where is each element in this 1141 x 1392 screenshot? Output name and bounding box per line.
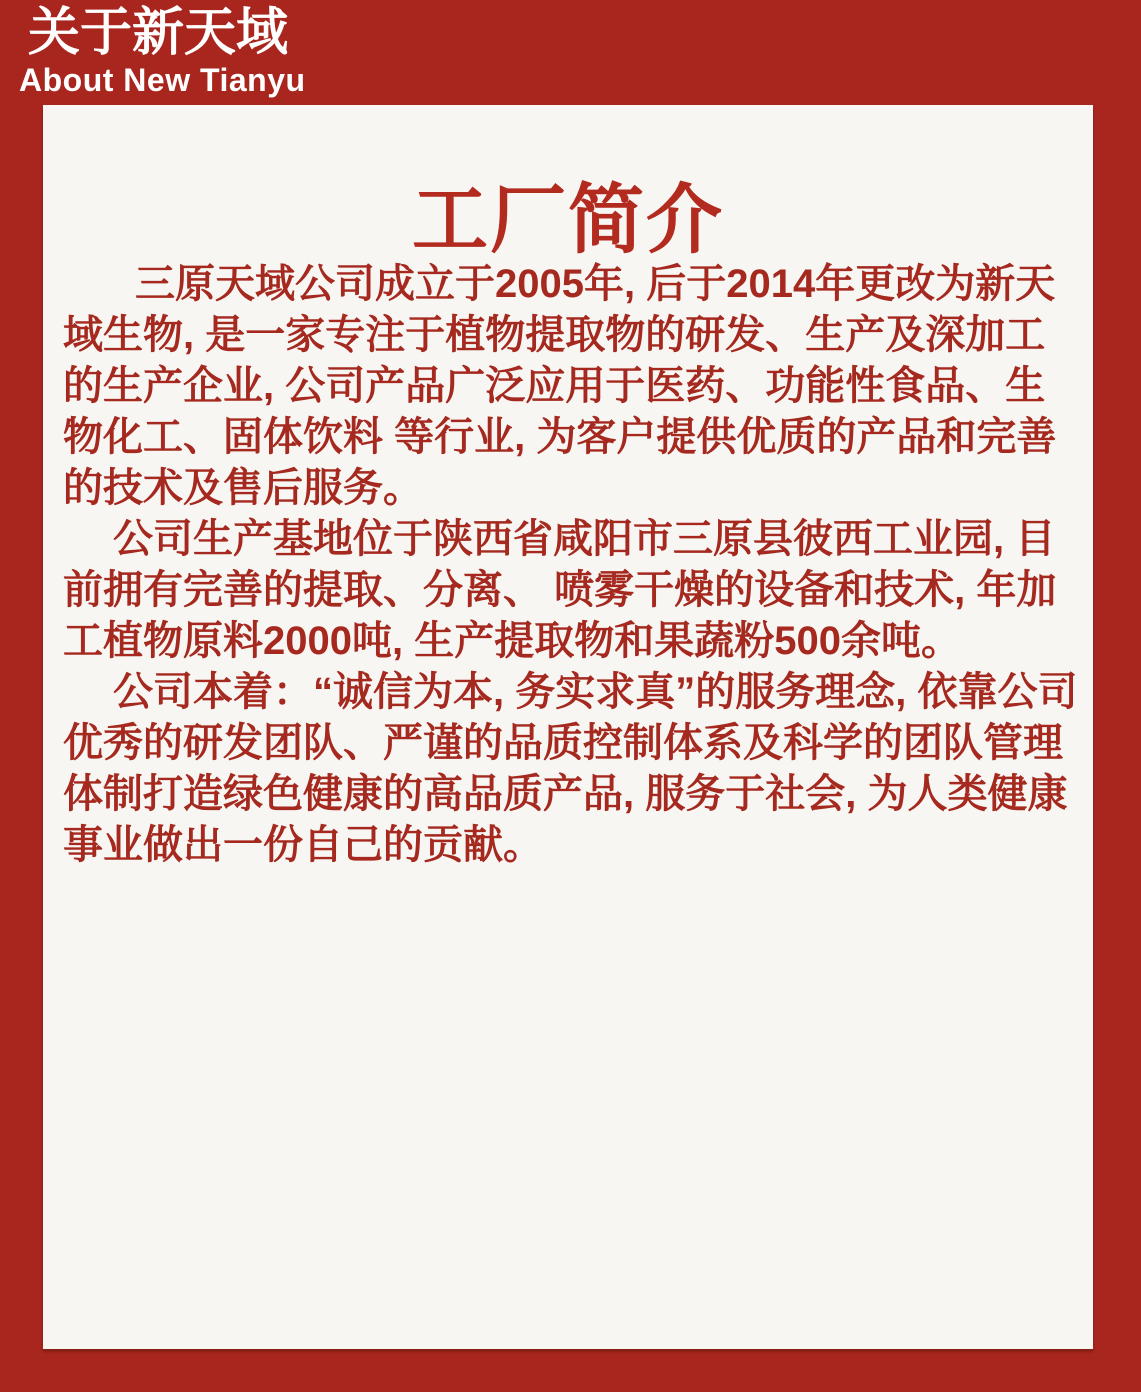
header-title-zh: 关于新天域: [28, 4, 289, 62]
paragraph-service-philosophy: 公司本着：“诚信为本, 务实求真”的服务理念, 依靠公司优秀的研发团队、严谨的品质控制体系及科学的团队管理体制打造绿色健康的高品质产品, 服务于社会, 为人类健康事业做出一份自己的贡献。: [63, 670, 1078, 867]
body-text: [43, 259, 1093, 871]
section-title: 工厂简介: [412, 178, 724, 263]
header-title-en: About New Tianyu: [19, 62, 306, 98]
page-header: [0, 0, 1141, 105]
paragraph-company-history: 三原天域公司成立于2005年, 后于2014年更改为新天域生物, 是一家专注于植物提取物的研发、生产及深加工的生产企业, 公司产品广泛应用于医药、功能性食品、生物化工、固体饮料 等行业, 为客户提供优质的产品和完善的技术及售后服务。: [63, 262, 1057, 510]
paragraph-production-base: 公司生产基地位于陕西省咸阳市三原县彼西工业园, 目前拥有完善的提取、分离、 喷雾干燥的设备和技术, 年加工植物原料2000吨, 生产提取物和果蔬粉500余吨。: [63, 517, 1057, 663]
content-panel: [43, 105, 1093, 1349]
